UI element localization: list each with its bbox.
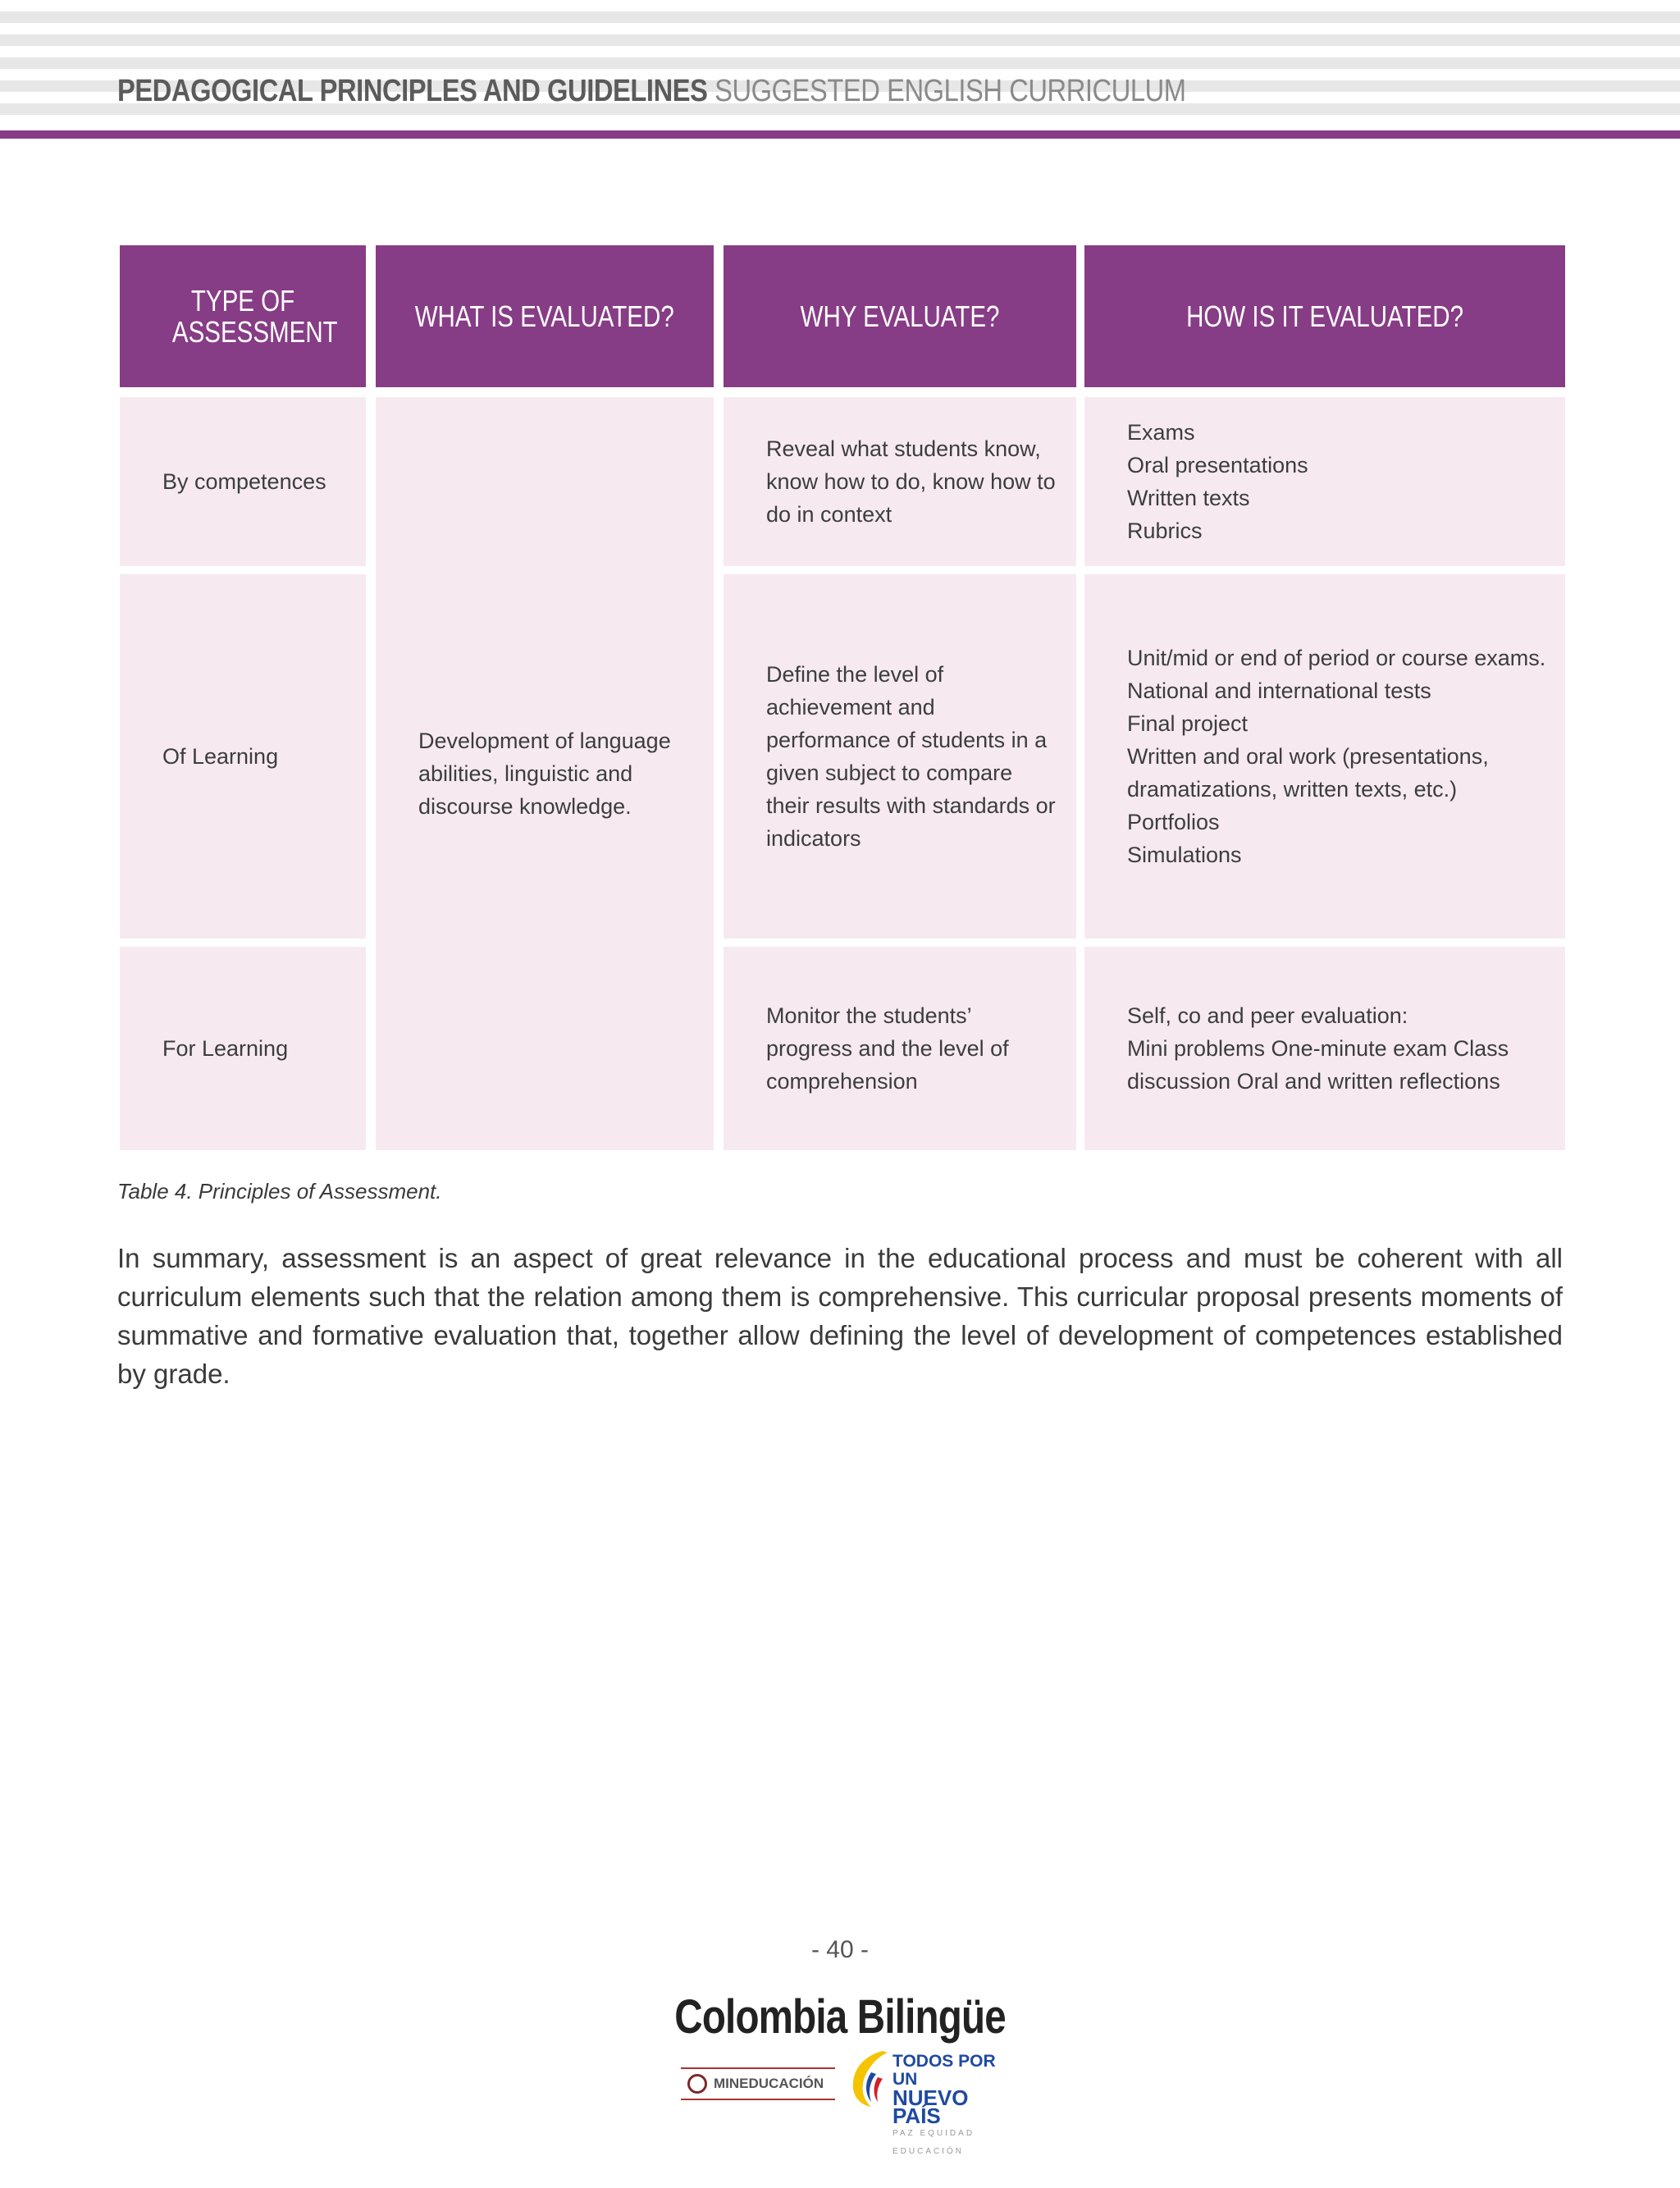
how-item: Exams — [1127, 420, 1195, 445]
header-label: WHAT IS EVALUATED? — [414, 299, 675, 333]
how-item: Unit/mid or end of period or course exams. — [1127, 646, 1546, 670]
how-list — [1127, 999, 1549, 1098]
how-item: National and international tests — [1127, 678, 1431, 703]
how-list — [1127, 416, 1308, 547]
what-text: Development of language abilities, linguistic and discourse knowledge. — [418, 729, 671, 819]
header-label: TYPE OF ASSESSMENT — [171, 283, 338, 349]
running-head — [117, 74, 1186, 109]
brand-text: Colombia Bilingüe — [674, 1990, 1006, 2044]
footer-logos — [681, 2044, 1009, 2156]
table-caption: Table 4. Principles of Assessment. — [117, 1179, 442, 1204]
why-text: Monitor the students’ progress and the level of comprehension — [766, 1003, 1009, 1094]
how-list — [1127, 642, 1549, 871]
why-cell — [724, 947, 1076, 1150]
how-cell — [1084, 397, 1565, 566]
seal-icon — [687, 2074, 707, 2094]
why-text: Reveal what students know, know how to do, know how to do in context — [766, 436, 1056, 527]
mineducacion-logo — [681, 2067, 835, 2100]
slogan-sub: PAZ EQUIDAD EDUCACIÓN — [892, 2129, 975, 2156]
header-cell-why — [724, 245, 1076, 387]
summary-paragraph: In summary, assessment is an aspect of great relevance in the educational process and must be coherent with all curriculum elements such that the relation among them is comprehensive. This curricular proposal presents moments of summative and formative evaluation that, together allow defining the level of development of competences established by grade. — [117, 1243, 1563, 1389]
how-item: Portfolios — [1127, 810, 1220, 834]
header-rule — [0, 130, 1680, 139]
ministry-text: MINEDUCACIÓN — [714, 2076, 824, 2091]
header-cell-type — [120, 245, 366, 387]
type-cell — [120, 947, 366, 1150]
flag-swoosh-icon — [847, 2048, 891, 2108]
header-cell-what — [376, 245, 714, 387]
how-cell — [1084, 574, 1565, 939]
type-label: By competences — [162, 469, 326, 494]
brand-title — [0, 1989, 1680, 2044]
type-label: Of Learning — [162, 744, 279, 769]
stripe — [0, 57, 1680, 69]
how-item: Simulations — [1127, 843, 1242, 867]
how-item: Oral presentations — [1127, 453, 1308, 477]
slogan-main: NUEVO PAÍS — [892, 2085, 969, 2128]
stripe — [0, 34, 1680, 46]
header-stripes — [0, 0, 1680, 139]
header-label: HOW IS IT EVALUATED? — [1186, 299, 1463, 333]
type-cell — [120, 574, 366, 939]
what-merged-cell — [376, 397, 714, 1150]
why-cell — [724, 574, 1076, 939]
how-item: Self, co and peer evaluation: — [1127, 1003, 1408, 1028]
how-item: Mini problems One-minute exam Class discussion Oral and written reflections — [1127, 1036, 1509, 1094]
page-number: - 40 - — [810, 1936, 870, 1963]
why-cell — [724, 397, 1076, 566]
running-head-bold: PEDAGOGICAL PRINCIPLES AND GUIDELINES — [117, 74, 708, 108]
how-cell — [1084, 947, 1565, 1150]
how-item: Rubrics — [1127, 518, 1203, 543]
slogan — [892, 2053, 1009, 2161]
how-item: Written texts — [1127, 486, 1250, 510]
type-cell — [120, 397, 366, 566]
stripe — [0, 11, 1680, 23]
assessment-table — [120, 245, 1565, 1150]
slogan-top: TODOS POR UN — [892, 2052, 996, 2089]
running-head-light: SUGGESTED ENGLISH CURRICULUM — [714, 74, 1186, 108]
header-cell-how — [1084, 245, 1565, 387]
how-item: Final project — [1127, 711, 1249, 736]
type-label: For Learning — [162, 1036, 289, 1061]
header-label: WHY EVALUATE? — [800, 299, 1000, 333]
how-item: Written and oral work (presentations, dramatizations, written texts, etc.) — [1127, 744, 1489, 802]
why-text: Define the level of achievement and performance of students in a given subject to compare their results with standards or indicators — [766, 662, 1056, 851]
